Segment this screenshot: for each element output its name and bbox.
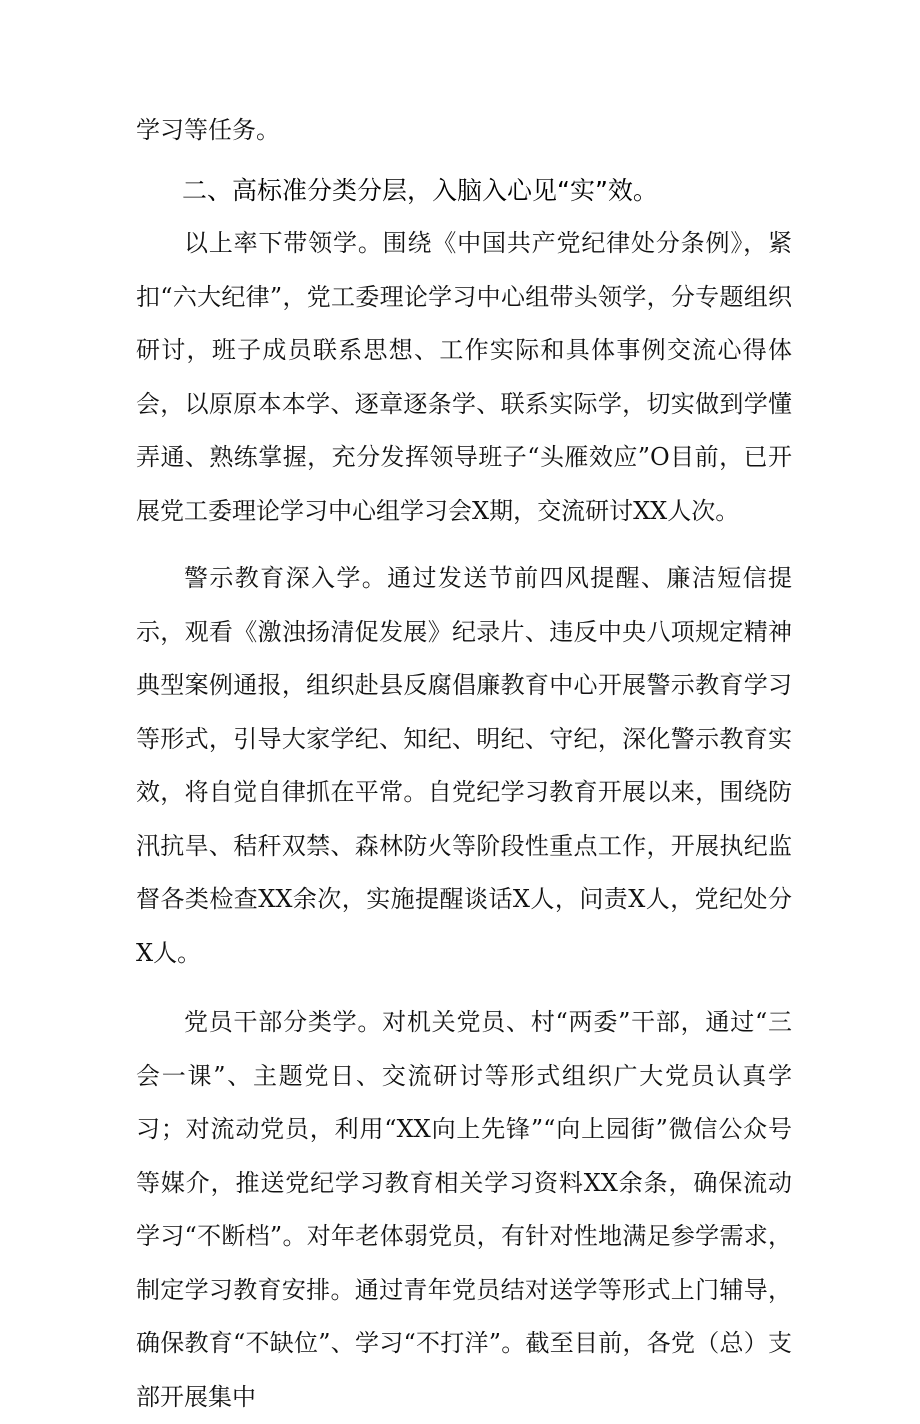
- paragraph-classified-study: 党员干部分类学。对机关党员、村“两委”干部，通过“三会一课”、主题党日、交流研讨等形式组织广大党员认真学习；对流动党员，利用“XX向上先锋”“向上园街”微信公众号等媒介，推送党纪学习教育相关学习资料XX余条，确保流动学习“不断档”。对年老体弱党员，有针对性地满足参学需求，制定学习教育安排。通过青年党员结对送学等形式上门辅导，确保教育“不缺位”、学习“不打洋”。截至目前，各党（总）支部开展集中: [136, 1008, 792, 1411]
- section-heading: 二、高标准分类分层，入脑入心见“实”效。: [182, 175, 658, 205]
- paragraph-warning-education: 警示教育深入学。通过发送节前四风提醒、廉洁短信提示，观看《激浊扬清促发展》纪录片、违反中央八项规定精神典型案例通报，组织赴县反腐倡廉教育中心开展警示教育学习等形式，引导大家学纪、知纪、明纪、守纪，深化警示教育实效，将自觉自律抓在平常。自党纪学习教育开展以来，围绕防汛抗旱、秸秆双禁、森林防火等阶段性重点工作，开展执纪监督各类检查XX余次，实施提醒谈话X人，问责X人，党纪处分X人。: [136, 564, 792, 967]
- paragraph-lead-by-example: 以上率下带领学。围绕《中国共产党纪律处分条例》，紧扣“六大纪律”，党工委理论学习中心组带头领学，分专题组织研讨，班子成员联系思想、工作实际和具体事例交流心得体会，以原原本本学、逐章逐条学、联系实际学，切实做到学懂弄通、熟练掌握，充分发挥领导班子“头雁效应”O目前，已开展党工委理论学习中心组学习会X期，交流研讨XX人次。: [136, 229, 792, 525]
- continuation-line: 学习等任务。: [136, 116, 280, 144]
- document-body: [136, 104, 792, 1424]
